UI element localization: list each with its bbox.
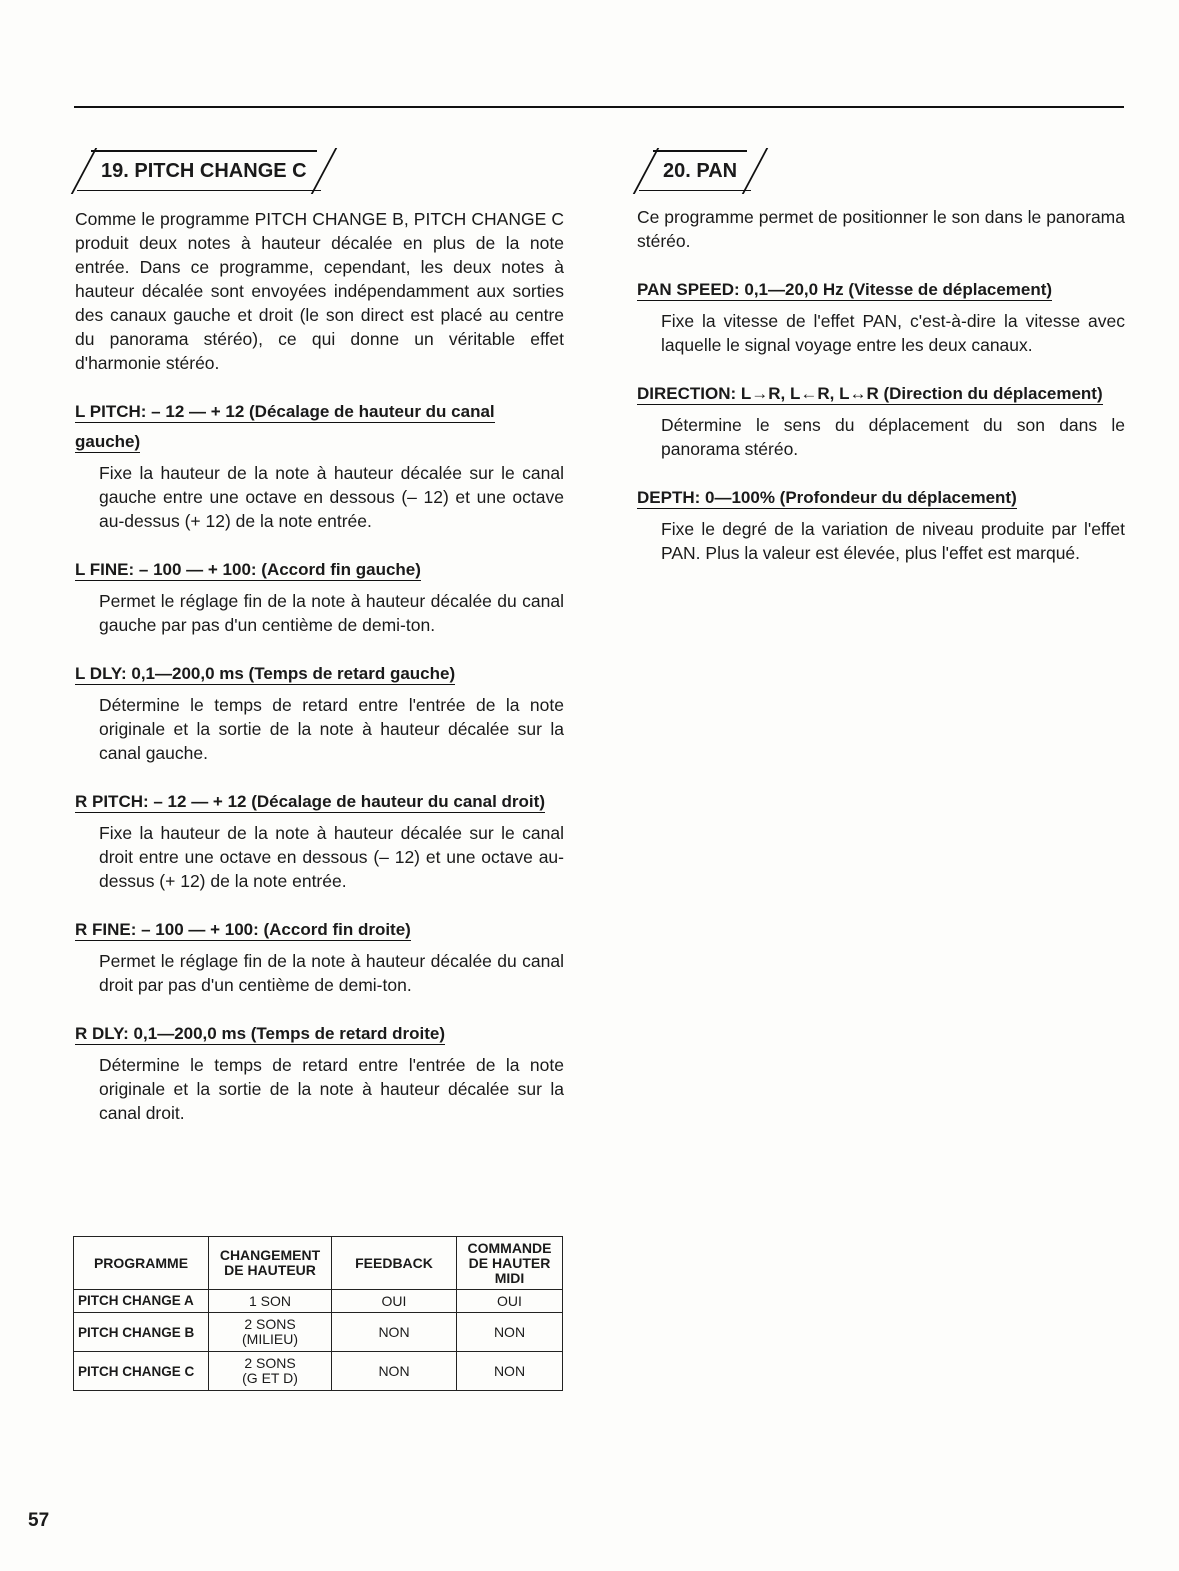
param-l-fine	[75, 555, 564, 637]
section-heading-pitch-change-c	[77, 152, 321, 191]
table-header-row	[74, 1237, 563, 1290]
section-intro: Ce programme permet de positionner le son dans le panorama stéréo.	[637, 207, 1125, 251]
header-commande: COMMANDE DE HAUTER MIDI	[457, 1237, 563, 1290]
cell-changement: 2 SONS (MILIEU)	[209, 1313, 332, 1352]
param-title: DEPTH: 0—100% (Profondeur du déplacement)	[637, 488, 1017, 507]
param-description: Permet le réglage fin de la note à hauteur décalée du canal gauche par pas d'un centième de demi-ton.	[99, 591, 564, 635]
param-depth	[637, 483, 1125, 565]
param-title: L PITCH: – 12 — + 12 (Décalage de hauteur du canal gauche)	[75, 402, 495, 451]
param-description: Fixe la hauteur de la note à hauteur décalée sur le canal droit entre une octave en dessous (– 12) et une octave au-dessus (+ 12) de la note entrée.	[99, 823, 564, 891]
left-column	[75, 152, 564, 1125]
table-row	[74, 1352, 563, 1391]
param-description: Fixe le degré de la variation de niveau produite par l'effet PAN. Plus la valeur est élevée, plus l'effet est marqué.	[661, 519, 1125, 563]
cell-commande: OUI	[457, 1290, 563, 1313]
section-intro: Comme le programme PITCH CHANGE B, PITCH CHANGE C produit deux notes à hauteur décalée en plus de la note entrée. Dans ce programme, cependant, les deux notes à hauteur décalée sont envoyées indépendamment aux sorties des canaux gauche et droit (le son direct est placé au centre du panorama stéréo), ce qui donne un véritable effet d'harmonie stéréo.	[75, 209, 564, 373]
param-l-dly	[75, 659, 564, 765]
param-title: DIRECTION: L→R, L←R, L↔R (Direction du déplacement)	[637, 384, 1103, 403]
param-description: Permet le réglage fin de la note à hauteur décalée du canal droit par pas d'un centième de demi-ton.	[99, 951, 564, 995]
cell-commande: NON	[457, 1352, 563, 1391]
param-title: R FINE: – 100 — + 100: (Accord fin droite)	[75, 920, 411, 939]
param-pan-speed	[637, 275, 1125, 357]
param-description: Détermine le temps de retard entre l'entrée de la note originale et la sortie de la note à hauteur décalée sur la canal droit.	[99, 1055, 564, 1123]
cell-feedback: OUI	[332, 1290, 457, 1313]
param-description: Détermine le temps de retard entre l'entrée de la note originale et la sortie de la note à hauteur décalée sur la canal gauche.	[99, 695, 564, 763]
param-title: L FINE: – 100 — + 100: (Accord fin gauche)	[75, 560, 421, 579]
header-feedback: FEEDBACK	[332, 1237, 457, 1290]
cell-programme: PITCH CHANGE B	[74, 1313, 209, 1352]
cell-programme: PITCH CHANGE C	[74, 1352, 209, 1391]
table-row	[74, 1313, 563, 1352]
param-description: Détermine le sens du déplacement du son dans le panorama stéréo.	[661, 415, 1125, 459]
cell-changement: 1 SON	[209, 1290, 332, 1313]
header-programme: PROGRAMME	[74, 1237, 209, 1290]
program-comparison-table	[73, 1236, 563, 1391]
section-heading-text: 20. PAN	[663, 160, 738, 182]
cell-feedback: NON	[332, 1313, 457, 1352]
param-r-dly	[75, 1019, 564, 1125]
param-r-fine	[75, 915, 564, 997]
cell-commande: NON	[457, 1313, 563, 1352]
param-title: PAN SPEED: 0,1—20,0 Hz (Vitesse de déplacement)	[637, 280, 1053, 299]
cell-changement: 2 SONS (G ET D)	[209, 1352, 332, 1391]
section-heading-text: 19. PITCH CHANGE C	[101, 160, 307, 182]
cell-programme: PITCH CHANGE A	[74, 1290, 209, 1313]
page-number: 57	[28, 1510, 50, 1531]
param-description: Fixe la hauteur de la note à hauteur décalée sur le canal gauche entre une octave en dessous (– 12) et une octave au-dessus (+ 12) de la note entrée.	[99, 463, 564, 531]
param-direction	[637, 379, 1125, 461]
header-rule	[74, 106, 1124, 108]
param-title: R PITCH: – 12 — + 12 (Décalage de hauteur du canal droit)	[75, 792, 545, 811]
param-r-pitch	[75, 787, 564, 893]
header-changement: CHANGEMENT DE HAUTEUR	[209, 1237, 332, 1290]
table-row	[74, 1290, 563, 1313]
param-title: R DLY: 0,1—200,0 ms (Temps de retard droite)	[75, 1024, 446, 1043]
cell-feedback: NON	[332, 1352, 457, 1391]
section-heading-pan	[639, 152, 751, 191]
param-description: Fixe la vitesse de l'effet PAN, c'est-à-dire la vitesse avec laquelle le signal voyage entre les deux canaux.	[661, 311, 1125, 355]
param-l-pitch	[75, 397, 564, 533]
param-title: L DLY: 0,1—200,0 ms (Temps de retard gauche)	[75, 664, 456, 683]
right-column	[637, 152, 1125, 565]
